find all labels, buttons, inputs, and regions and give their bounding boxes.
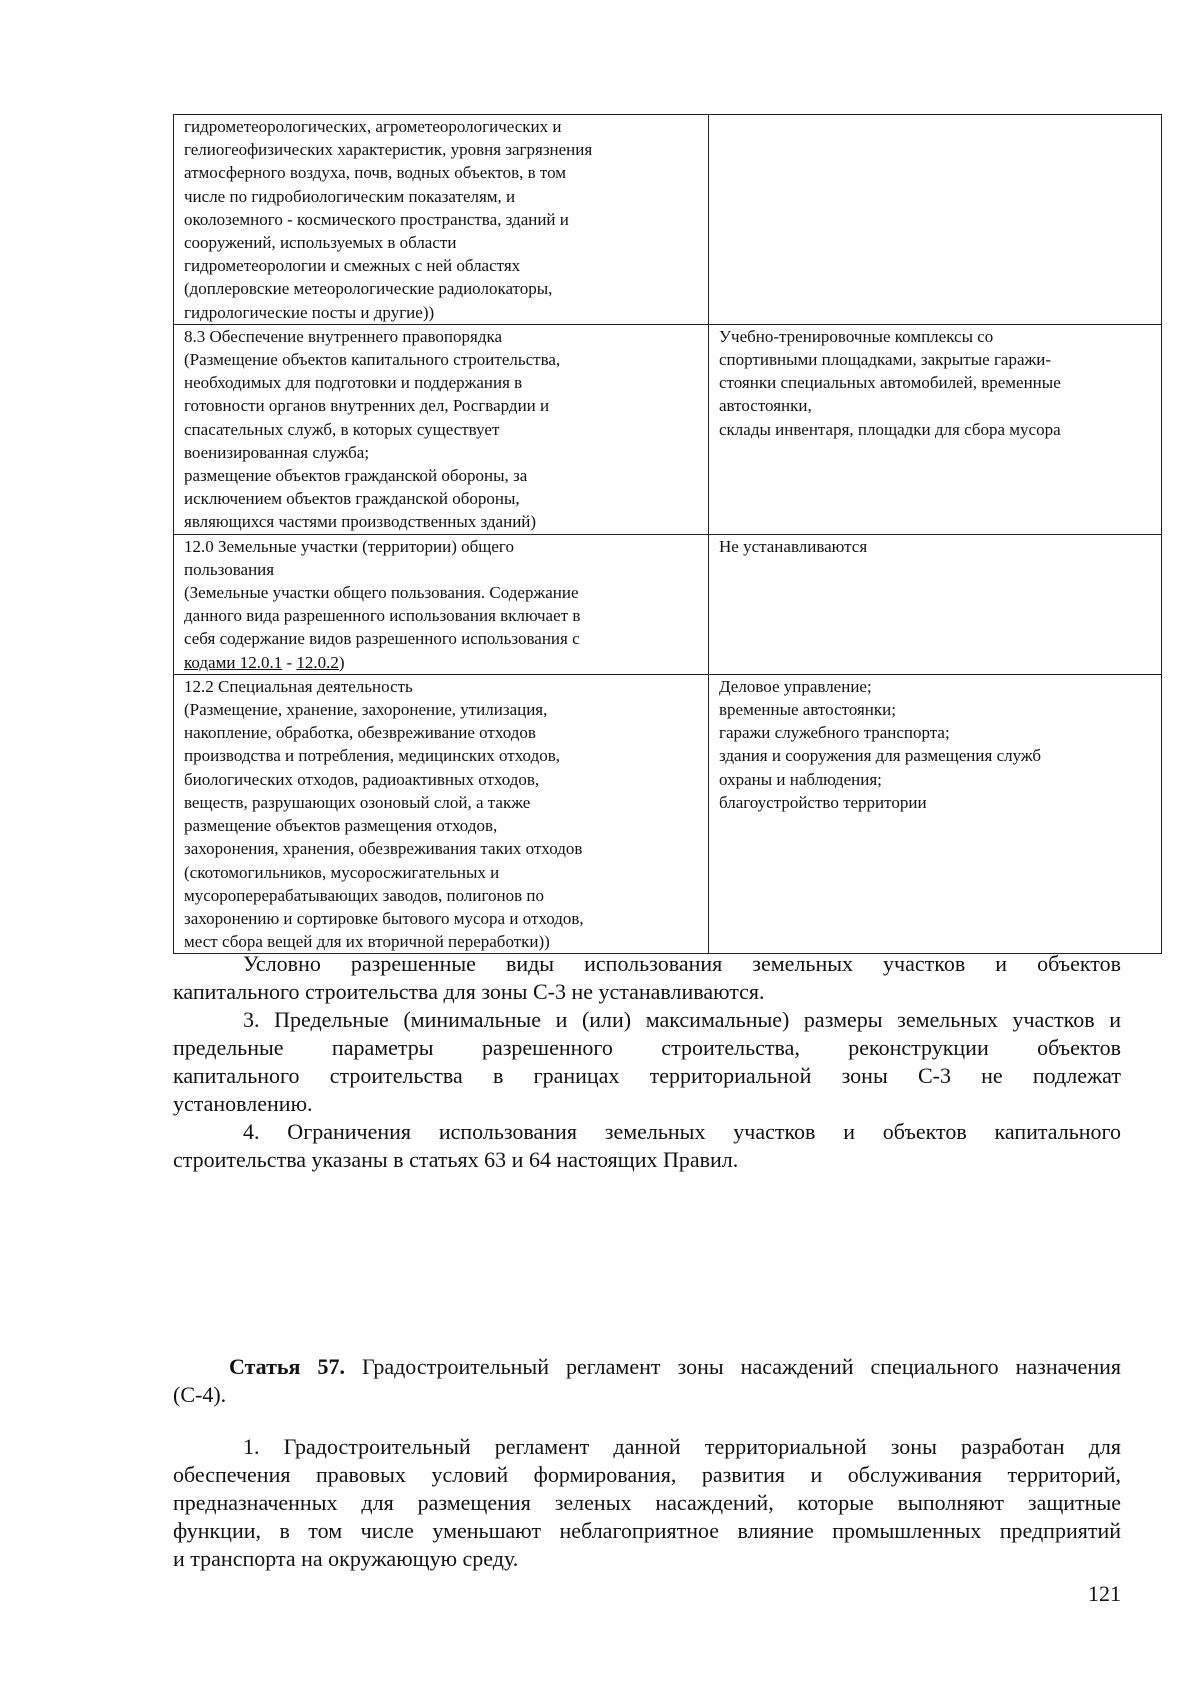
use-type-line: гидрологические посты и другие)) — [184, 302, 435, 322]
paragraph-line: капитального строительства в границах территориальной зоны С-3 не подлежат — [173, 1063, 1121, 1088]
use-type-line: гелиогеофизических характеристик, уровня загрязнения — [184, 140, 593, 160]
auxiliary-use-line: склады инвентаря, площадки для сбора мусора — [719, 419, 1061, 439]
auxiliary-use-line: Учебно-тренировочные комплексы со — [719, 326, 994, 346]
use-type-line: размещение объектов гражданской обороны, за — [184, 466, 528, 486]
use-type-line: готовности органов внутренних дел, Росгвардии и — [184, 396, 550, 416]
article-item-1-paragraph — [173, 1433, 1121, 1573]
auxiliary-use-cell — [709, 324, 1162, 534]
article-heading — [173, 1353, 1121, 1409]
paragraph-line: функции, в том числе уменьшают неблагоприятное влияние промышленных предприятий — [173, 1518, 1121, 1543]
use-type-line: (доплеровские метеорологические радиолокаторы, — [184, 279, 553, 299]
permitted-use-table — [173, 114, 1162, 954]
auxiliary-use-line: гаражи служебного транспорта; — [719, 723, 950, 743]
auxiliary-use-line: Деловое управление; — [719, 676, 872, 696]
paragraph-line: строительства указаны в статьях 63 и 64 настоящих Правил. — [173, 1147, 739, 1172]
table-row — [174, 674, 1162, 953]
page-number: 121 — [1088, 1581, 1121, 1606]
auxiliary-use-cell — [709, 534, 1162, 674]
use-type-line: (Размещение объектов капитального строительства, — [184, 350, 561, 370]
use-type-line: мест сбора вещей для их вторичной переработки)) — [184, 932, 550, 952]
use-type-line: военизированная служба; — [184, 442, 370, 462]
use-type-line: 12.2 Специальная деятельность — [184, 676, 413, 696]
code-link-12-0-1[interactable]: кодами 12.0.1 — [184, 652, 283, 672]
use-type-line: себя содержание видов разрешенного использования с — [184, 629, 580, 649]
auxiliary-use-cell — [709, 115, 1162, 325]
conditional-use-paragraph — [173, 950, 1121, 1006]
use-type-line: размещение объектов размещения отходов, — [184, 816, 498, 836]
auxiliary-use-line: благоустройство территории — [719, 792, 927, 812]
use-type-cell — [174, 674, 709, 953]
article-label: Статья 57. — [229, 1354, 345, 1379]
use-type-line: исключением объектов гражданской обороны, — [184, 489, 520, 509]
table-row — [174, 534, 1162, 674]
auxiliary-use-cell — [709, 674, 1162, 953]
use-type-line: 12.0 Земельные участки (территории) общего — [184, 536, 514, 556]
use-type-line: околоземного - космического пространства, зданий и — [184, 209, 569, 229]
use-type-line: атмосферного воздуха, почв, водных объектов, в том — [184, 163, 567, 183]
code-range-dash: - — [282, 652, 297, 672]
auxiliary-use-line: охраны и наблюдения; — [719, 769, 882, 789]
code-suffix: ) — [338, 652, 345, 672]
use-type-line: гидрометеорологических, агрометеорологических и — [184, 117, 562, 136]
auxiliary-use-line: Не устанавливаются — [719, 536, 868, 556]
use-type-cell — [174, 115, 709, 325]
paragraph-line: 4. Ограничения использования земельных участков и объектов капитального — [243, 1119, 1121, 1144]
use-type-line: мусороперерабатывающих заводов, полигонов по — [184, 885, 544, 905]
article-heading-line-1 — [173, 1353, 1121, 1381]
auxiliary-use-line: здания и сооружения для размещения служб — [719, 746, 1042, 766]
use-type-line: спасательных служб, в которых существует — [184, 419, 500, 439]
use-type-line: биологических отходов, радиоактивных отходов, — [184, 769, 540, 789]
use-type-line: накопление, обработка, обезвреживание отходов — [184, 723, 536, 743]
table-row — [174, 324, 1162, 534]
use-type-line: (скотомогильников, мусоросжигательных и — [184, 862, 500, 882]
paragraph-line: капитального строительства для зоны С-3 не устанавливаются. — [173, 979, 765, 1004]
paragraph-line: 1. Градостроительный регламент данной территориальной зоны разработан для — [243, 1434, 1121, 1459]
restrictions-paragraph — [173, 1118, 1121, 1174]
use-type-line: сооружений, используемых в области — [184, 233, 457, 253]
use-type-line: (Размещение, хранение, захоронение, утилизация, — [184, 700, 548, 720]
use-type-line: являющихся частями производственных зданий) — [184, 512, 537, 532]
paragraph-line: предельные параметры разрешенного строительства, реконструкции объектов — [173, 1035, 1121, 1060]
use-type-line: необходимых для подготовки и поддержания в — [184, 373, 523, 393]
code-link-12-0-2[interactable]: 12.0.2 — [296, 652, 339, 672]
auxiliary-use-line: спортивными площадками, закрытые гаражи- — [719, 350, 1052, 370]
paragraph-line: 3. Предельные (минимальные и (или) максимальные) размеры земельных участков и — [243, 1007, 1121, 1032]
use-type-cell — [174, 324, 709, 534]
paragraph-line: установлению. — [173, 1091, 313, 1116]
use-type-code-reference[interactable] — [184, 651, 698, 674]
limit-parameters-paragraph — [173, 1006, 1121, 1118]
use-type-line: (Земельные участки общего пользования. Содержание — [184, 583, 579, 603]
paragraph-line: предназначенных для размещения зеленых насаждений, которые выполняют защитные — [173, 1490, 1121, 1515]
use-type-line: 8.3 Обеспечение внутреннего правопорядка — [184, 326, 503, 346]
permitted-use-table-body — [174, 115, 1162, 954]
use-type-line: гидрометеорологии и смежных с ней областях — [184, 256, 521, 276]
use-type-line: захоронения, хранения, обезвреживания таких отходов — [184, 839, 583, 859]
use-type-line: веществ, разрушающих озоновый слой, а также — [184, 792, 531, 812]
use-type-line: производства и потребления, медицинских отходов, — [184, 746, 560, 766]
article-heading-line-2: (С-4). — [173, 1382, 227, 1407]
paragraph-line: и транспорта на окружающую среду. — [173, 1546, 519, 1571]
use-type-line: пользования — [184, 559, 275, 579]
paragraph-line: обеспечения правовых условий формирования, развития и обслуживания территорий, — [173, 1462, 1121, 1487]
use-type-cell — [174, 534, 709, 674]
auxiliary-use-line: автостоянки, — [719, 396, 812, 416]
use-type-line: данного вида разрешенного использования включает в — [184, 606, 581, 626]
article-title: Градостроительный регламент зоны насаждений специального назначения — [344, 1354, 1121, 1379]
table-row — [174, 115, 1162, 325]
paragraph-line: Условно разрешенные виды использования земельных участков и объектов — [243, 951, 1121, 976]
auxiliary-use-line: стоянки специальных автомобилей, временные — [719, 373, 1061, 393]
use-type-line: захоронению и сортировке бытового мусора и отходов, — [184, 908, 584, 928]
auxiliary-use-line: временные автостоянки; — [719, 700, 896, 720]
use-type-line: числе по гидробиологическим показателям, и — [184, 186, 516, 206]
